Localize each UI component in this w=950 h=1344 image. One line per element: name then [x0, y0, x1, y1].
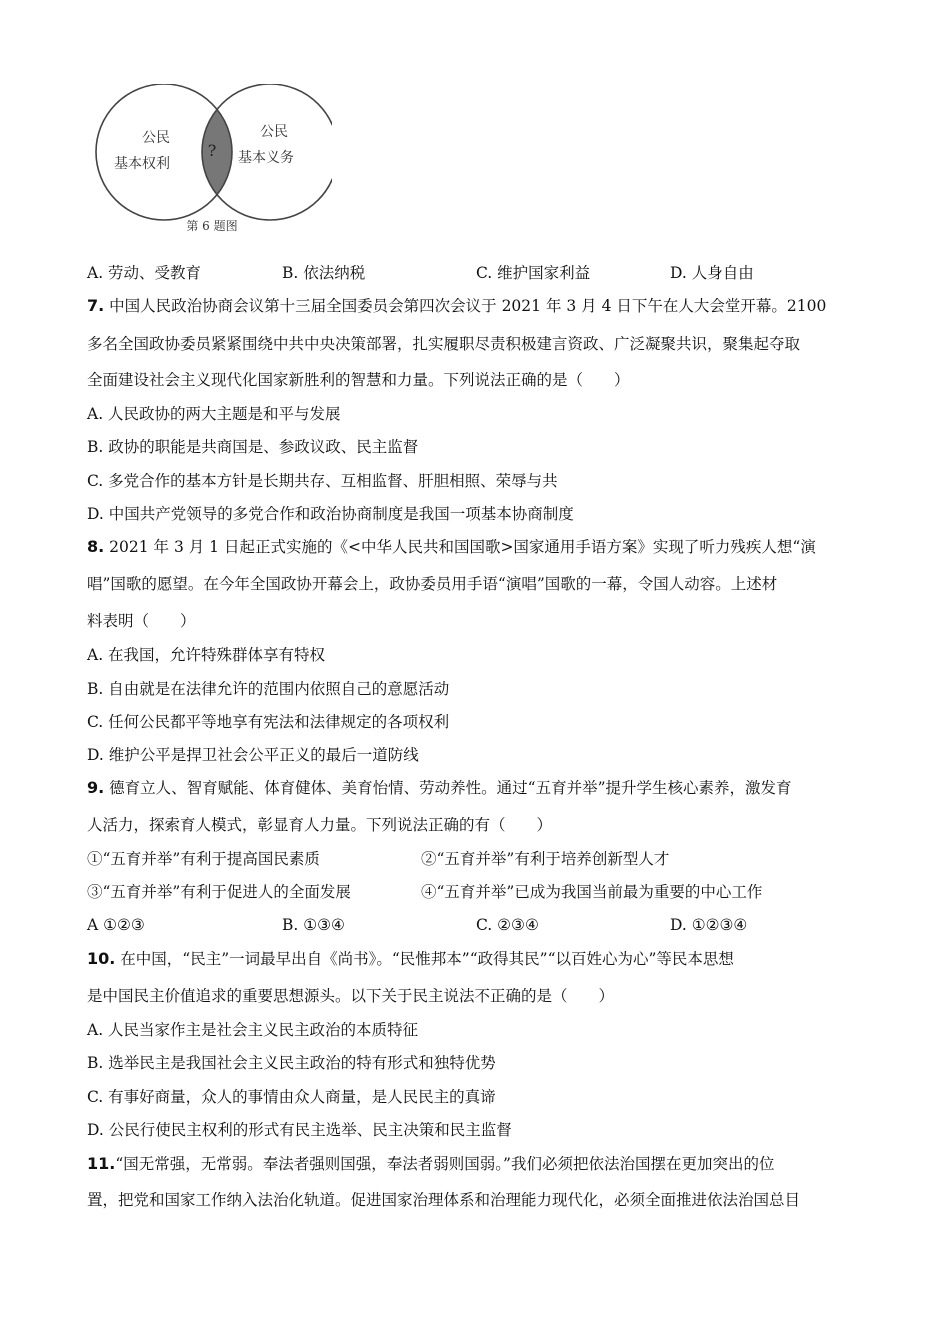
q8-option-b: B. 自由就是在法律允许的范围内依照自己的意愿活动: [87, 680, 450, 698]
q9-stem-line-1: [87, 778, 792, 798]
q11-stem-line-1: [87, 1154, 774, 1174]
q9-option-b: B. ①③④: [282, 916, 345, 934]
q9-option-d: D. ①②③④: [670, 916, 748, 934]
q10-number: 10.: [87, 949, 116, 968]
q10-stem-line-2: 是中国民主价值追求的重要思想源头。以下关于民主说法不正确的是（ ）: [87, 987, 615, 1005]
q9-statement-2: ②“五育并举”有利于培养创新型人才: [421, 850, 670, 868]
q8-stem-line-3: 料表明（ ）: [87, 612, 196, 630]
q8-option-d: D. 维护公平是捍卫社会公平正义的最后一道防线: [87, 746, 419, 764]
q7-stem-line-1: [87, 296, 826, 316]
q9-statement-3: ③“五育并举”有利于促进人的全面发展: [87, 883, 351, 901]
q7-stem-line-3: 全面建设社会主义现代化国家新胜利的智慧和力量。下列说法正确的是（ ）: [87, 371, 630, 389]
q8-option-c: C. 任何公民都平等地享有宪法和法律规定的各项权利: [87, 713, 450, 731]
q7-stem-line-2: 多名全国政协委员紧紧围绕中共中央决策部署，扎实履职尽责积极建言资政、广泛凝聚共识，聚集起夺取: [87, 335, 801, 353]
q8-stem-line-2: 唱”国歌的愿望。在今年全国政协开幕会上，政协委员用手语“演唱”国歌的一幕，令国人动容。上述材: [87, 575, 778, 593]
q7-option-b: B. 政协的职能是共商国是、参政议政、民主监督: [87, 438, 419, 456]
q7-number: 7.: [87, 296, 105, 315]
venn-right-label-2: 基本义务: [238, 150, 294, 166]
q7-option-c: C. 多党合作的基本方针是长期共存、互相监督、肝胆相照、荣辱与共: [87, 472, 558, 490]
q8-stem-text-1: 2021 年 3 月 1 日起正式实施的《<中华人民共和国国歌>国家通用手语方案》实现了听力残疾人想“演: [104, 538, 816, 556]
q11-number: 11.: [87, 1154, 116, 1173]
venn-left-label-2: 基本权利: [114, 156, 170, 172]
q8-stem-line-1: [87, 537, 816, 557]
figure-caption: 第 6 题图: [186, 219, 238, 233]
venn-right-label-1: 公民: [260, 124, 288, 140]
q9-number: 9.: [87, 778, 105, 797]
venn-diagram-figure: [92, 84, 332, 236]
venn-center-mark: ?: [207, 141, 217, 160]
q10-option-d: D. 公民行使民主权利的形式有民主选举、民主决策和民主监督: [87, 1121, 512, 1139]
q6-option-b: B. 依法纳税: [282, 264, 366, 282]
q9-stem-line-2: 人活力，探索育人模式，彰显育人力量。下列说法正确的有（ ）: [87, 816, 553, 834]
q10-option-a: A. 人民当家作主是社会主义民主政治的本质特征: [87, 1021, 419, 1039]
q10-option-c: C. 有事好商量，众人的事情由众人商量，是人民民主的真谛: [87, 1088, 496, 1106]
venn-left-label-1: 公民: [142, 130, 170, 146]
venn-diagram: [92, 84, 332, 236]
q9-statement-4: ④“五育并举”已成为我国当前最为重要的中心工作: [421, 883, 763, 901]
q9-option-c: C. ②③④: [476, 916, 539, 934]
q9-option-a: A ①②③: [87, 916, 145, 934]
q10-stem-text-1: 在中国，“民主”一词最早出自《尚书》。“民惟邦本”“政得其民”“以百姓心为心”等民本思想: [115, 950, 734, 968]
q7-stem-text-1: 中国人民政治协商会议第十三届全国委员会第四次会议于 2021 年 3 月 4 日下午在人大会堂开幕。2100: [104, 297, 827, 315]
q10-option-b: B. 选举民主是我国社会主义民主政治的特有形式和独特优势: [87, 1054, 496, 1072]
q6-option-c: C. 维护国家利益: [476, 264, 591, 282]
q9-statement-1: ①“五育并举”有利于提高国民素质: [87, 850, 320, 868]
q8-number: 8.: [87, 537, 105, 556]
q8-option-a: A. 在我国，允许特殊群体享有特权: [87, 646, 326, 664]
q10-stem-line-1: [87, 949, 734, 969]
q9-stem-text-1: 德育立人、智育赋能、体育健体、美育怡情、劳动养性。通过“五育并举”提升学生核心素养，激发育: [104, 779, 792, 797]
q6-option-d: D. 人身自由: [670, 264, 754, 282]
q7-option-a: A. 人民政协的两大主题是和平与发展: [87, 405, 341, 423]
q7-option-d: D. 中国共产党领导的多党合作和政治协商制度是我国一项基本协商制度: [87, 505, 574, 523]
q11-stem-line-2: 置，把党和国家工作纳入法治化轨道。促进国家治理体系和治理能力现代化，必须全面推进依法治国总目: [87, 1191, 801, 1209]
q11-stem-text-1: “国无常强，无常弱。奉法者强则国强，奉法者弱则国弱。”我们必须把依法治国摆在更加突出的位: [115, 1155, 775, 1173]
q6-option-a: A. 劳动、受教育: [87, 264, 202, 282]
